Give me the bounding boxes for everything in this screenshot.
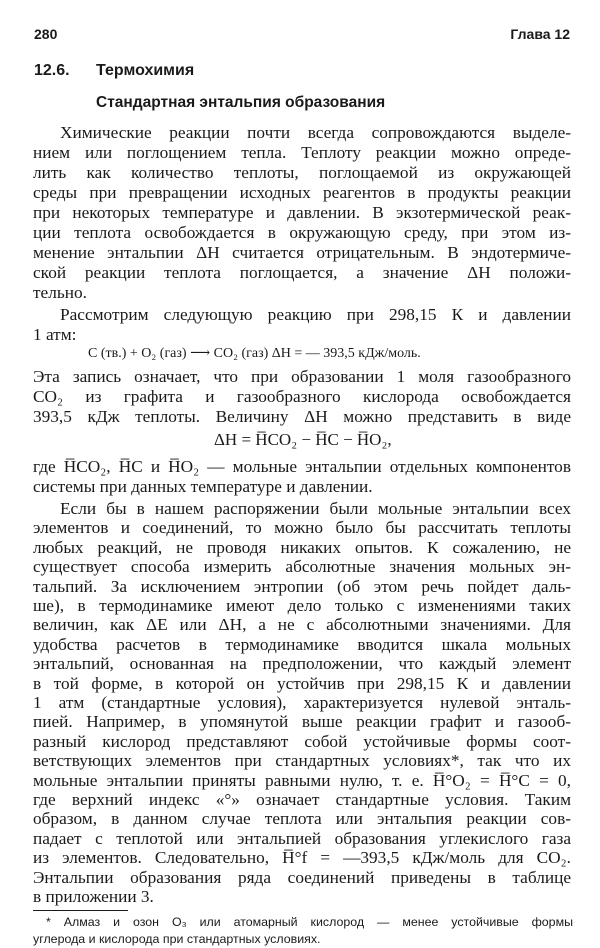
text-line: при некоторых температуре и давлении. В экзотермической реак-: [33, 203, 571, 222]
text-line: в той форме, в которой он устойчив при 298,15 К и давлении: [33, 673, 571, 693]
text-line: ской реакции теплота поглощается, а значение ΔH положи-: [33, 263, 571, 282]
text-line: из элементов. Следовательно, H̅°f = —393,5 кДж/моль для CO₂.: [33, 848, 571, 868]
chapter-title: Глава 12: [510, 26, 570, 42]
text-line: 1 атм (стандартные условия), характеризуется нулевой энталь-: [33, 693, 571, 712]
enthalpy-equation: ΔH = H̅CO₂ − H̅C − H̅O₂,: [214, 430, 392, 449]
text-line: существует способа измерить абсолютные значения мольных эн-: [33, 557, 571, 577]
text-line: падает с теплотой или энтальпией образования углекислого газа: [33, 828, 571, 848]
text-line: величин, как ΔE или ΔH, а не с абсолютными значениями. Для: [33, 615, 571, 635]
text-line: разный кислород представляют собой устойчивые формы соот-: [33, 731, 571, 751]
text-line: ветствующих элементов при стандартных условиях*, так что их: [33, 751, 571, 771]
text-line: менение энтальпии ΔH считается отрицательным. В эндотермиче-: [33, 243, 571, 262]
section-heading: [34, 62, 574, 80]
text-line: тельно.: [33, 283, 87, 302]
text-line: элементов и соединений, то можно было бы рассчитать теплоты: [33, 518, 571, 538]
text-line: тальпий. За исключением энтропии (об этом речь пойдет даль-: [33, 576, 571, 596]
text-line: Энтальпии образования ряда соединений приведены в таблице: [33, 867, 571, 887]
text-line: 393,5 кДж теплоты. Величину ΔH можно представить в виде: [33, 407, 571, 426]
text-line: CO₂ из графита и газообразного кислорода освобождается: [33, 387, 571, 406]
section-title: Термохимия: [96, 62, 195, 79]
text-line: в приложении 3.: [33, 887, 154, 906]
text-line: пией. Например, в упомянутой выше реакции графит и газооб-: [33, 712, 571, 732]
text-line: системы при данных температуре и давлении.: [33, 477, 373, 496]
text-line: Химические реакции почти всегда сопровождаются выделе-: [60, 123, 571, 142]
text-line: удобства расчетов в термодинамике вводится шкала мольных: [33, 634, 571, 654]
text-line: Если бы в нашем распоряжении были мольные энтальпии всех: [60, 499, 571, 518]
text-line: энтальпий, основанная на предположении, что каждый элемент: [33, 654, 571, 674]
text-line: Рассмотрим следующую реакцию при 298,15 К и давлении: [60, 305, 571, 324]
text-line: Эта запись означает, что при образовании 1 моля газообразного: [33, 367, 571, 386]
text-line: нием или поглощением тепла. Теплоту реакции можно опреде-: [33, 143, 571, 162]
text-line: мольные энтальпии приняты равными нулю, т. е. H̅°O₂ = H̅°C = 0,: [33, 770, 571, 790]
reaction-equation: C (тв.) + O₂ (газ) ⟶ CO₂ (газ) ΔH = — 393,5 кДж/моль.: [88, 346, 421, 361]
text-line: где верхний индекс «°» означает стандартные условия. Таким: [33, 790, 571, 809]
text-line: любых реакций, не проводя никаких опытов. К сожалению, не: [33, 537, 571, 557]
text-line: образом, в данном случае теплота или энтальпия реакции сов-: [33, 809, 571, 829]
section-number: 12.6.: [34, 62, 70, 79]
text-line: где H̅CO₂, H̅C и H̅O₂ — мольные энтальпии отдельных компонентов: [33, 457, 571, 476]
text-line: среды при превращении исходных реагентов в продукты реакции: [33, 183, 571, 202]
text-line: ше), в термодинамике имеют дело только с изменениями таких: [33, 596, 571, 615]
subsection-heading: Стандартная энтальпия образования: [96, 94, 386, 111]
text-line: ции теплота освобождается в окружающую среду, при этом из-: [33, 223, 571, 242]
footnote-line: * Алмаз и озон O₃ или атомарный кислород — менее устойчивые формы: [46, 915, 573, 930]
footnote-rule: [33, 910, 128, 911]
text-line: лить как количество теплоты, поглощаемой из окружающей: [33, 163, 571, 182]
page-number: 280: [34, 26, 58, 42]
footnote-line: углерода и кислорода при стандартных условиях.: [33, 932, 321, 947]
text-line: 1 атм:: [33, 325, 77, 344]
